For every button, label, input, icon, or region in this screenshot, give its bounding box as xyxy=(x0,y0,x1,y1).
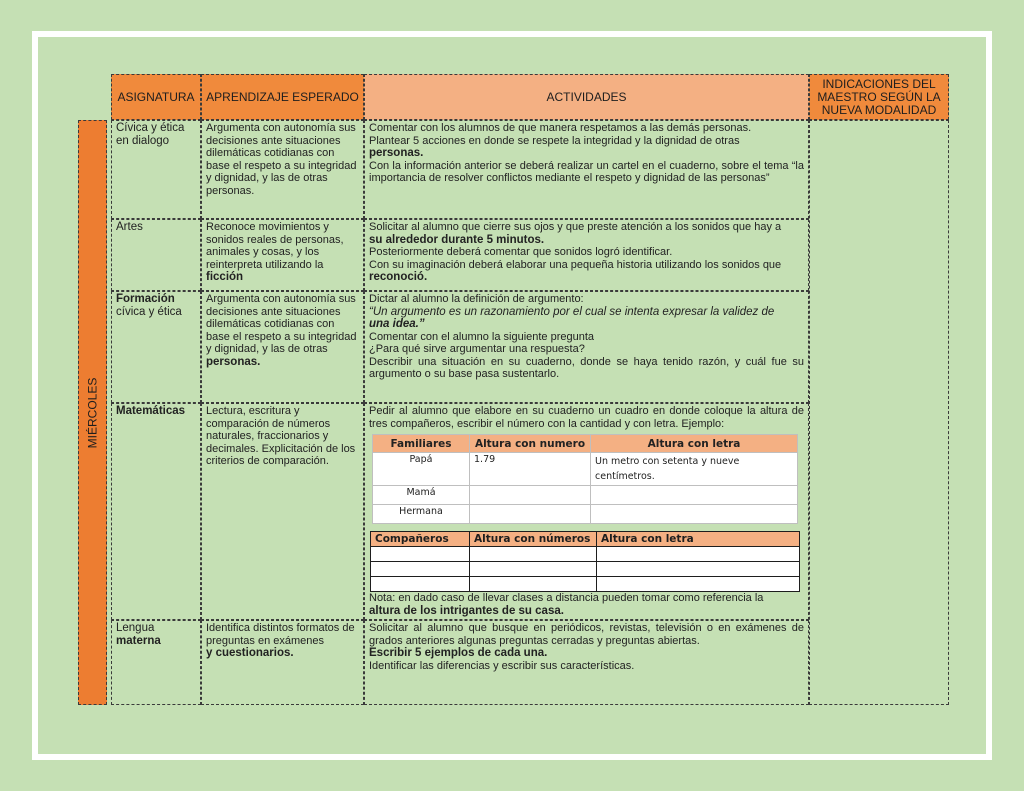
table1-cell xyxy=(591,505,798,524)
indicaciones-column xyxy=(809,120,949,705)
day-label: MIÉRCOLES xyxy=(85,377,100,448)
row4-activity-1: Pedir al alumno que elabore en su cuaderno un cuadro en donde coloque la altura de tres compañeros, escribir el número con la cantidad y con letra. Ejemplo: xyxy=(369,405,804,430)
row4-note-bold: altura de los intrigantes de su casa. xyxy=(369,604,564,617)
table-row xyxy=(371,562,800,577)
row3-subject-bold: Formación xyxy=(116,293,175,305)
row5-learning-text: Identifica distintos formatos de preguntas en exámenes xyxy=(206,622,355,647)
row3-activities xyxy=(364,291,809,403)
example-table-familiares xyxy=(372,434,798,524)
row2-activity-3b: reconoció. xyxy=(369,271,428,283)
header-aprendizaje-esperado: APRENDIZAJE ESPERADO xyxy=(201,74,364,120)
row3-subject-text: cívica y ética xyxy=(116,305,182,318)
table2-header-3: Altura con letra xyxy=(597,532,800,547)
table1-cell: Papá xyxy=(373,453,470,486)
row2-learning-bold: ficción xyxy=(206,271,244,283)
table1-cell: Mamá xyxy=(373,486,470,505)
row3-activity-2: “Un argumento es un razonamiento por el cual se intenta expresar la validez de xyxy=(369,305,775,318)
row2-learning-text: Reconoce movimientos y sonidos reales de personas, animales y cosas, y los reinterpreta utilizando la xyxy=(206,221,344,271)
table1-cell: Un metro con setenta y nueve centímetros. xyxy=(591,453,798,486)
row1-subject: Cívica y ética en dialogo xyxy=(111,120,201,219)
row5-subject-text: Lengua xyxy=(116,622,155,634)
row2-activity-3: Con su imaginación deberá elaborar una pequeña historia utilizando los sonidos que xyxy=(369,258,782,271)
table-row xyxy=(373,505,798,524)
row3-activity-2b: una idea.” xyxy=(369,318,425,330)
row4-note-text: Nota: en dado caso de llevar clases a distancia pueden tomar como referencia la xyxy=(369,592,764,604)
row3-learning-text: Argumenta con autonomía sus decisiones ante situaciones dilemáticas cotidianas con base el respeto a su integridad y dignidad, y las de otras xyxy=(206,293,357,355)
example-table-companeros xyxy=(370,531,800,592)
row2-subject: Artes xyxy=(111,219,201,291)
table1-cell: 1.79 xyxy=(470,453,591,486)
table-row xyxy=(371,547,800,562)
row5-activities xyxy=(364,620,809,705)
row3-learning xyxy=(201,291,364,403)
table1-header-1: Familiares xyxy=(373,435,470,453)
table-row xyxy=(373,486,798,505)
row1-activity-1: Comentar con los alumnos de que manera respetamos a las demás personas. xyxy=(369,122,752,134)
row5-activity-2: Escribir 5 ejemplos de cada una. xyxy=(369,647,548,659)
row1-learning: Argumenta con autonomía sus decisiones ante situaciones dilemáticas cotidianas con base el respeto a su integridad y dignidad, y las de otras personas. xyxy=(201,120,364,219)
row3-activity-5: Describir una situación en su cuaderno, donde se haya tenido razón, y cuál fue su argumento o su base pasa sustentarlo. xyxy=(369,355,804,380)
header-asignatura: ASIGNATURA xyxy=(111,74,201,120)
row5-learning-bold: y cuestionarios. xyxy=(206,647,294,659)
row4-learning: Lectura, escritura y comparación de números naturales, fraccionarios y decimales. Explicitación de los criterios de comparación. xyxy=(201,403,364,620)
row3-activity-4: ¿Para qué sirve argumentar una respuesta? xyxy=(369,343,585,355)
table2-header-2: Altura con números xyxy=(470,532,597,547)
row3-learning-bold: personas. xyxy=(206,355,261,368)
row3-subject xyxy=(111,291,201,403)
table1-header-3: Altura con letra xyxy=(591,435,798,453)
row5-subject xyxy=(111,620,201,705)
row4-note xyxy=(365,591,808,618)
header-indicaciones: INDICACIONES DEL MAESTRO SEGÚN LA NUEVA MODALIDAD xyxy=(809,74,949,120)
row1-activity-2: Plantear 5 acciones en donde se respete la integridad y la dignidad de otras xyxy=(369,134,740,147)
header-actividades: ACTIVIDADES xyxy=(364,74,809,120)
row2-activity-2: Posteriormente deberá comentar que sonidos logró identificar. xyxy=(369,246,673,258)
row3-activity-3: Comentar con el alumno la siguiente pregunta xyxy=(369,330,595,343)
table1-header-2: Altura con numero xyxy=(470,435,591,453)
row5-activity-1: Solicitar al alumno que busque en periódicos, revistas, televisión o en exámenes de grados anteriores algunas preguntas cerradas y preguntas abiertas. xyxy=(369,622,804,647)
row5-learning xyxy=(201,620,364,705)
row1-activities xyxy=(364,120,809,219)
table1-cell xyxy=(591,486,798,505)
row5-activity-3: Identificar las diferencias y escribir sus características. xyxy=(369,659,635,672)
table1-cell: Hermana xyxy=(373,505,470,524)
row2-activity-1: Solicitar al alumno que cierre sus ojos y que preste atención a los sonidos que hay a xyxy=(369,221,782,233)
row5-subject-bold: materna xyxy=(116,634,161,647)
row2-learning xyxy=(201,219,364,291)
table1-cell xyxy=(470,486,591,505)
row4-subject: Matemáticas xyxy=(111,403,201,620)
day-label-cell xyxy=(78,120,107,705)
table-row xyxy=(373,453,798,486)
row1-activity-2b: personas. xyxy=(369,147,424,159)
table1-cell xyxy=(470,505,591,524)
table2-header-1: Compañeros xyxy=(371,532,470,547)
row3-activity-1: Dictar al alumno la definición de argumento: xyxy=(369,293,584,305)
table-row xyxy=(371,577,800,592)
row1-activity-3: Con la información anterior se deberá realizar un cartel en el cuaderno, sobre el tema “la importancia de resolver conflictos mediante el respeto y dignidad de las personas” xyxy=(369,159,804,184)
row2-activities xyxy=(364,219,809,291)
row2-activity-1b: su alrededor durante 5 minutos. xyxy=(369,233,545,246)
